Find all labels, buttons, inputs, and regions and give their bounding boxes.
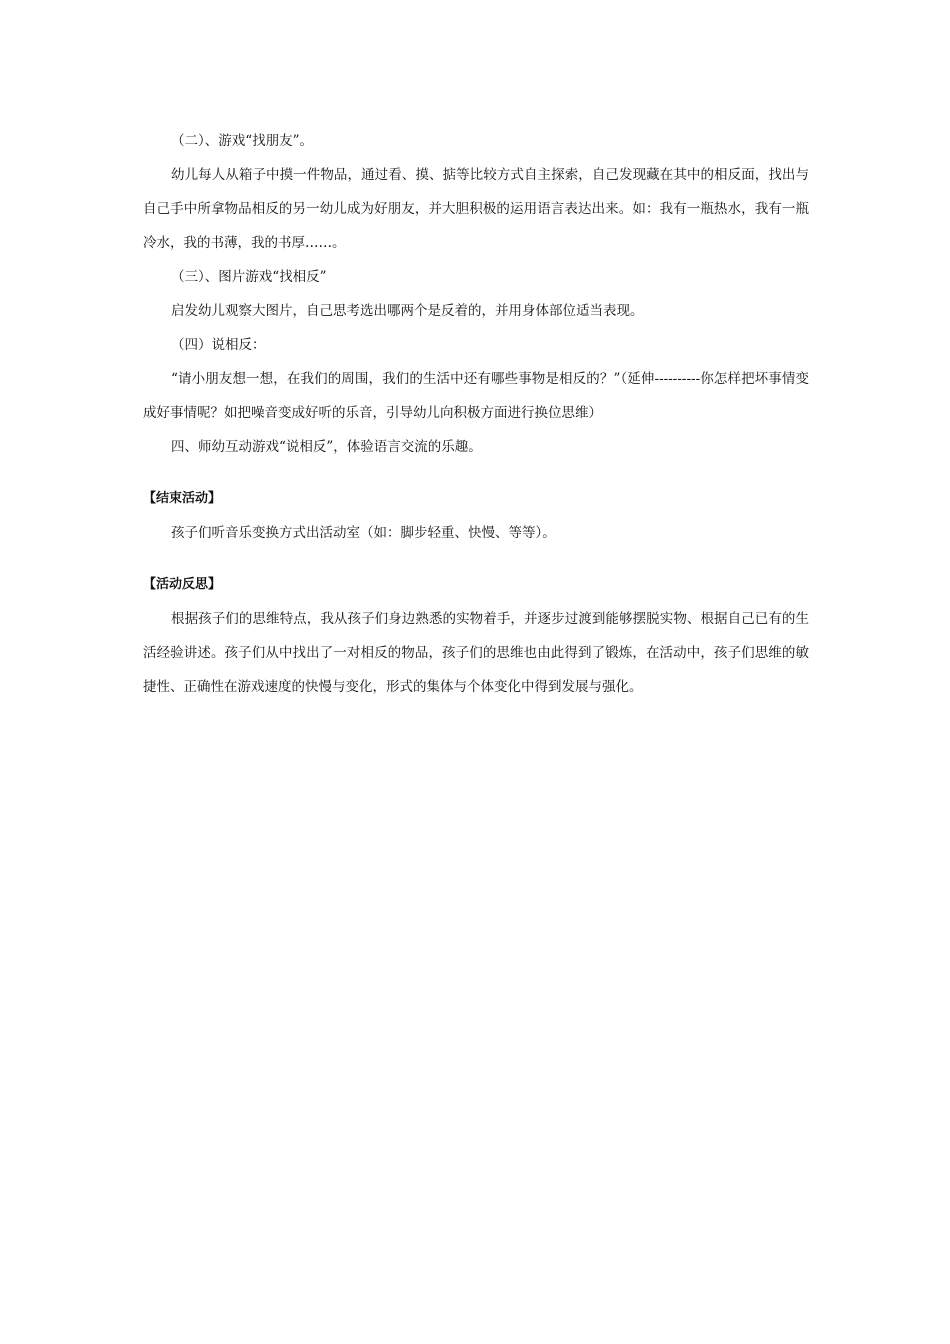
document-content [143, 124, 809, 704]
section-title-ending-activity: 【结束活动】 [143, 491, 222, 506]
heading-picture-game: （三）、图片游戏“找相反” [171, 269, 327, 285]
paragraph-reflection: 根据孩子们的思维特点，我从孩子们身边熟悉的实物着手，并逐步过渡到能够摆脱实物、根据自己已有的生活经验讲述。孩子们从中找出了一对相反的物品，孩子们的思维也由此得到了锻炼，在活动中，孩子们思维的敏捷性、正确性在游戏速度的快慢与变化，形式的集体与个体变化中得到发展与强化。 [143, 611, 809, 695]
heading-game-find-friend: （二）、游戏“找朋友”。 [171, 133, 314, 149]
paragraph-picture-game: 启发幼儿观察大图片，自己思考选出哪两个是反着的，并用身体部位适当表现。 [171, 303, 644, 319]
paragraph-interactive-game: 四、师幼互动游戏“说相反”，体验语言交流的乐趣。 [171, 439, 482, 455]
paragraph-game-find-friend: 幼儿每人从箱子中摸一件物品，通过看、摸、掂等比较方式自主探索，自己发现藏在其中的相反面，找出与自己手中所拿物品相反的另一幼儿成为好朋友，并大胆积极的运用语言表达出来。如：我有一瓶热水，我有一瓶冷水，我的书薄，我的书厚……。 [143, 167, 809, 251]
paragraph-ending-activity: 孩子们听音乐变换方式出活动室（如：脚步轻重、快慢、等等）。 [171, 525, 556, 541]
section-title-reflection: 【活动反思】 [143, 577, 222, 592]
paragraph-say-opposite: “请小朋友想一想，在我们的周围，我们的生活中还有哪些事物是相反的？”（延伸----------你怎样把坏事情变成好事情呢？如把噪音变成好听的乐音，引导幼儿向积极方面进行换位思维） [143, 371, 809, 421]
heading-say-opposite: （四）说相反： [171, 337, 266, 353]
